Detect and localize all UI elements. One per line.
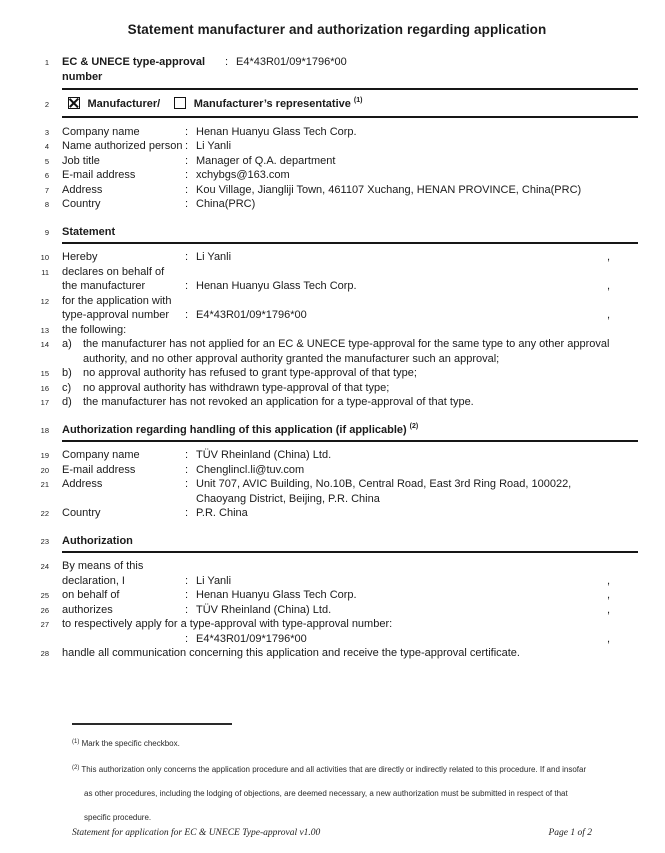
- trailing-comma: ,: [606, 309, 610, 321]
- list-item: [36, 366, 638, 381]
- colon: :: [185, 463, 189, 476]
- representative-option-label: Manufacturer’s representative: [193, 98, 351, 110]
- field-value: E4*43R01/09*1796*00: [236, 56, 347, 68]
- trailing-comma: ,: [606, 574, 610, 587]
- field-label: EC & UNECE type-approval number: [62, 56, 206, 83]
- line-number: 24: [40, 562, 49, 571]
- form-row: [36, 603, 638, 618]
- line-number: 8: [44, 200, 49, 209]
- text-row: [36, 294, 638, 309]
- field-label: Address: [62, 478, 103, 490]
- footnote-separator: [72, 723, 232, 725]
- list-item: [36, 381, 638, 396]
- field-value: Henan Huanyu Glass Tech Corp.: [196, 589, 357, 601]
- field-label: Company name: [62, 125, 140, 138]
- field-label: Address: [62, 183, 103, 196]
- line-number: 25: [40, 591, 49, 600]
- page-title: Statement manufacturer and authorization regarding application: [127, 22, 547, 37]
- colon: :: [185, 632, 189, 645]
- line-number: 1: [44, 58, 49, 67]
- page-footer: [72, 826, 592, 840]
- field-value: Unit 707, AVIC Building, No.10B, Central Road, East 3rd Ring Road, 100022,: [196, 478, 572, 490]
- line-number: 23: [40, 536, 49, 546]
- section-divider: [62, 551, 638, 553]
- line-number: 7: [44, 185, 49, 195]
- line-number: 21: [40, 480, 49, 489]
- field-label: E-mail address: [62, 169, 136, 181]
- line-number: 2: [44, 100, 49, 109]
- line-number: 14: [40, 340, 49, 349]
- line-number: 18: [40, 425, 49, 435]
- form-row: [36, 308, 638, 323]
- footnotes-block: [72, 723, 592, 830]
- trailing-comma: ,: [606, 280, 610, 292]
- item-text: the manufacturer has not revoked an application for a type-approval of that type.: [83, 396, 474, 408]
- line-number: 3: [44, 127, 49, 137]
- statement-heading: Statement: [62, 225, 116, 238]
- authorization-heading-row: [36, 534, 638, 549]
- trailing-comma: ,: [606, 603, 610, 616]
- line-number: 5: [44, 156, 49, 166]
- statement-text: for the application with: [62, 294, 172, 307]
- trailing-comma: ,: [606, 589, 610, 601]
- field-value: TÜV Rheinland (China) Ltd.: [196, 449, 332, 461]
- item-text: no approval authority has withdrawn type-approval of that type;: [83, 381, 390, 394]
- form-row: [36, 574, 638, 589]
- line-number: [36, 279, 49, 280]
- colon: :: [185, 603, 189, 616]
- trailing-comma: ,: [606, 251, 610, 263]
- line-number: 11: [41, 267, 49, 277]
- footnote-2-marker: (2): [72, 764, 80, 771]
- footnote-ref-1: (1): [353, 97, 363, 104]
- section-divider: [62, 88, 638, 90]
- text-row: [36, 559, 638, 574]
- role-selection-row: [36, 97, 638, 112]
- footer-document-name: Statement for application for EC & UNECE Type-approval v1.00: [72, 828, 321, 838]
- field-label: Hereby: [62, 251, 98, 263]
- footnote-ref-2: (2): [409, 422, 419, 430]
- line-number: 12: [40, 296, 49, 306]
- field-value: China(PRC): [196, 198, 256, 210]
- field-value: Henan Huanyu Glass Tech Corp.: [196, 125, 357, 138]
- handling-heading: Authorization regarding handling of this application (if applicable): [62, 423, 407, 436]
- item-text: the manufacturer has not applied for an EC & UNECE type-approval for the same type to any other approval authority, and no other approval authority granted the manufacturer such an approval;: [83, 338, 610, 365]
- colon: :: [185, 589, 189, 601]
- footnote-1-text: Mark the specific checkbox.: [81, 738, 180, 748]
- field-label: E-mail address: [62, 463, 136, 476]
- field-label: Name authorized person: [62, 140, 183, 152]
- line-number: [36, 632, 49, 633]
- colon: :: [185, 449, 189, 461]
- field-label: Job title: [62, 154, 100, 167]
- manufacturer-option-label: Manufacturer/: [87, 98, 161, 110]
- text-row: [36, 646, 638, 661]
- field-value: Kou Village, Jiangliji Town, 461107 Xuchang, HENAN PROVINCE, China(PRC): [196, 183, 582, 196]
- colon: :: [185, 574, 189, 587]
- line-number: 19: [40, 451, 49, 460]
- line-number: 22: [40, 509, 49, 518]
- item-marker: d): [62, 396, 72, 408]
- colon: :: [185, 280, 189, 292]
- item-marker: b): [62, 367, 72, 379]
- colon: :: [185, 125, 189, 138]
- handling-heading-row: [36, 423, 638, 438]
- manufacturer-details: [36, 125, 638, 212]
- line-number: 20: [40, 465, 49, 475]
- trailing-comma: ,: [606, 632, 610, 645]
- statement-declaration: [36, 250, 638, 337]
- representative-checkbox[interactable]: [174, 97, 186, 109]
- field-value: Henan Huanyu Glass Tech Corp.: [196, 280, 357, 292]
- form-row: [36, 477, 638, 492]
- field-value: Chaoyang District, Beijing, P.R. China: [196, 492, 380, 505]
- line-number: 6: [44, 171, 49, 180]
- line-number: [36, 492, 49, 493]
- field-value: Li Yanli: [196, 574, 232, 587]
- form-row: [36, 139, 638, 154]
- line-number: 28: [40, 649, 49, 658]
- footer-page-number: Page 1 of 2: [548, 828, 592, 838]
- authorization-text: By means of this: [62, 560, 144, 572]
- list-item: [36, 337, 638, 366]
- list-item: [36, 395, 638, 410]
- section-divider: [62, 116, 638, 118]
- form-row-continuation: [36, 492, 638, 507]
- field-label: Company name: [62, 449, 140, 461]
- field-value: Chenglincl.li@tuv.com: [196, 463, 305, 476]
- form-row: [36, 183, 638, 198]
- colon: :: [185, 183, 189, 196]
- field-label: authorizes: [62, 603, 113, 616]
- field-label: on behalf of: [62, 589, 120, 601]
- authorization-text: to respectively apply for a type-approval with type-approval number:: [62, 618, 393, 630]
- text-row: [36, 617, 638, 632]
- colon: :: [225, 56, 229, 68]
- field-value: P.R. China: [196, 507, 248, 519]
- field-value: xchybgs@163.com: [196, 169, 290, 181]
- colon: :: [185, 140, 189, 152]
- field-label: declaration, I: [62, 574, 125, 587]
- statement-text: declares on behalf of: [62, 265, 165, 278]
- line-number: 16: [40, 383, 49, 393]
- field-value: Li Yanli: [196, 140, 232, 152]
- line-number: 4: [44, 142, 49, 151]
- section-divider: [62, 440, 638, 442]
- text-row: [36, 265, 638, 280]
- line-number: 17: [40, 398, 49, 407]
- authorization-declaration: [36, 559, 638, 661]
- field-label: type-approval number: [62, 309, 170, 321]
- footnote-1: [72, 730, 592, 756]
- field-value: Manager of Q.A. department: [196, 154, 336, 167]
- approval-number-row: [36, 55, 638, 84]
- field-label: Country: [62, 507, 101, 519]
- statement-heading-row: [36, 225, 638, 240]
- form-row: [36, 250, 638, 265]
- field-value: E4*43R01/09*1796*00: [196, 632, 307, 645]
- line-number: 27: [40, 620, 49, 629]
- line-number: 13: [40, 325, 49, 335]
- field-label: Country: [62, 198, 101, 210]
- form-row: [36, 448, 638, 463]
- line-number: 26: [40, 605, 49, 615]
- item-marker: c): [62, 381, 72, 394]
- item-marker: a): [62, 338, 72, 350]
- form-row: [36, 279, 638, 294]
- colon: :: [185, 169, 189, 181]
- section-divider: [62, 242, 638, 244]
- form-row: [36, 632, 638, 647]
- field-label: the manufacturer: [62, 280, 146, 292]
- footnote-2: [72, 756, 592, 830]
- line-number: 9: [44, 227, 49, 237]
- authorization-heading: Authorization: [62, 534, 133, 547]
- form-row: [36, 154, 638, 169]
- line-number: 15: [40, 369, 49, 378]
- field-value: E4*43R01/09*1796*00: [196, 309, 307, 321]
- form-row: [36, 197, 638, 212]
- colon: :: [185, 507, 189, 519]
- footnote-1-marker: (1): [72, 738, 80, 745]
- form-row: [36, 506, 638, 521]
- handling-details: [36, 448, 638, 521]
- line-number: 10: [40, 253, 49, 262]
- line-number: [36, 308, 49, 309]
- field-value: Li Yanli: [196, 251, 232, 263]
- colon: :: [185, 198, 189, 210]
- field-value: TÜV Rheinland (China) Ltd.: [196, 603, 332, 616]
- statement-items: [36, 337, 638, 410]
- line-number: [36, 574, 49, 575]
- statement-text: the following:: [62, 323, 127, 336]
- form-row: [36, 588, 638, 603]
- text-row: [36, 323, 638, 338]
- form-row: [36, 168, 638, 183]
- authorization-text: handle all communication concerning this application and receive the type-approval certificate.: [62, 647, 520, 659]
- colon: :: [185, 251, 189, 263]
- colon: :: [185, 154, 189, 167]
- manufacturer-checkbox[interactable]: [68, 97, 80, 109]
- colon: :: [185, 478, 189, 490]
- item-text: no approval authority has refused to grant type-approval of that type;: [83, 367, 417, 379]
- footnote-2-text: This authorization only concerns the application procedure and all activities that are directly or indirectly related to this procedure. If and insofar as other procedures, including the lodging of objections, are deemed necessary, a new authorization must be submitted in respect of that specific procedure.: [81, 764, 587, 822]
- colon: :: [185, 309, 189, 321]
- form-row: [36, 463, 638, 478]
- form-row: [36, 125, 638, 140]
